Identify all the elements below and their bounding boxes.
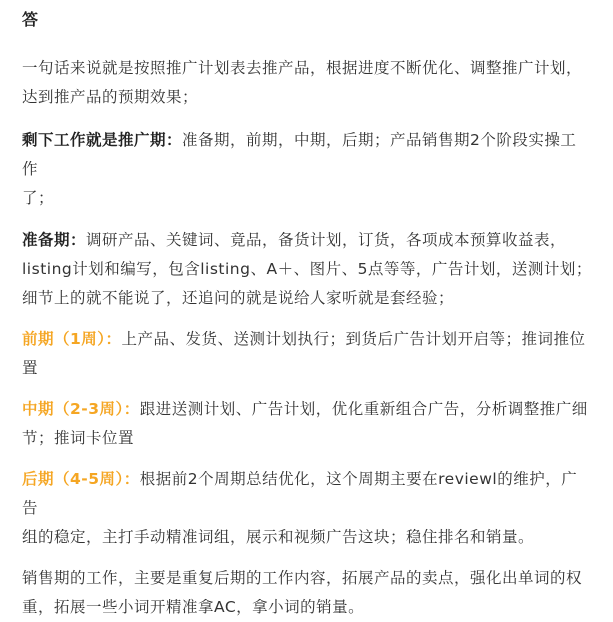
mid-phase-lead: 中期（2-3周）： <box>22 400 140 418</box>
late-phase-text-1: 根据前2个周期总结优化，这个周期主要在reviewl的维护，广告 <box>22 470 578 517</box>
remaining-work-text-1: 准备期，前期，中期，后期；产品销售期2个阶段实操工作 <box>22 131 577 178</box>
prep-phase-text-1: 调研产品、关键词、竟品，备货计划，订货，各项成本预算收益表， <box>86 231 567 249</box>
prep-phase-lead: 准备期： <box>22 231 87 249</box>
sales-phase-paragraph <box>22 564 592 622</box>
prep-phase-paragraph <box>22 226 592 313</box>
late-phase-lead: 后期（4-5周）： <box>22 470 140 488</box>
late-phase-text-2: 组的稳定，主打手动精准词组，展示和视频广告这块；稳住排名和销量。 <box>22 528 535 546</box>
late-phase-paragraph <box>22 465 592 552</box>
prep-phase-text-3: 细节上的就不能说了，还追问的就是说给人家听就是套经验； <box>22 289 455 307</box>
intro-line-2: 达到推产品的预期效果； <box>22 88 199 106</box>
document-body <box>22 0 592 622</box>
intro-paragraph <box>22 54 592 112</box>
mid-phase-text-2: 节；推词卡位置 <box>22 429 135 447</box>
mid-phase-paragraph <box>22 395 592 453</box>
remaining-work-paragraph <box>22 126 592 213</box>
prep-phase-text-2: listing计划和编写，包含listing、A＋、图片、5点等等，广告计划，送测计划； <box>22 260 592 278</box>
intro-line-1: 一句话来说就是按照推广计划表去推产品，根据进度不断优化、调整推广计划， <box>22 59 583 77</box>
early-phase-paragraph <box>22 325 592 383</box>
sales-phase-line-2: 重，拓展一些小词开精准拿AC，拿小词的销量。 <box>22 598 365 616</box>
early-phase-text-2: 置 <box>22 359 39 377</box>
mid-phase-text-1: 跟进送测计划、广告计划，优化重新组合广告，分析调整推广细 <box>139 400 588 418</box>
early-phase-lead: 前期（1周）： <box>22 330 122 348</box>
remaining-work-text-2: 了； <box>22 189 55 207</box>
remaining-work-lead: 剩下工作就是推广期： <box>22 131 183 149</box>
sales-phase-line-1: 销售期的工作，主要是重复后期的工作内容，拓展产品的卖点，强化出单词的权 <box>22 569 583 587</box>
early-phase-text-1: 上产品、发货、送测计划执行；到货后广告计划开启等；推词推位 <box>121 330 586 348</box>
answer-heading: 答 <box>22 10 39 29</box>
